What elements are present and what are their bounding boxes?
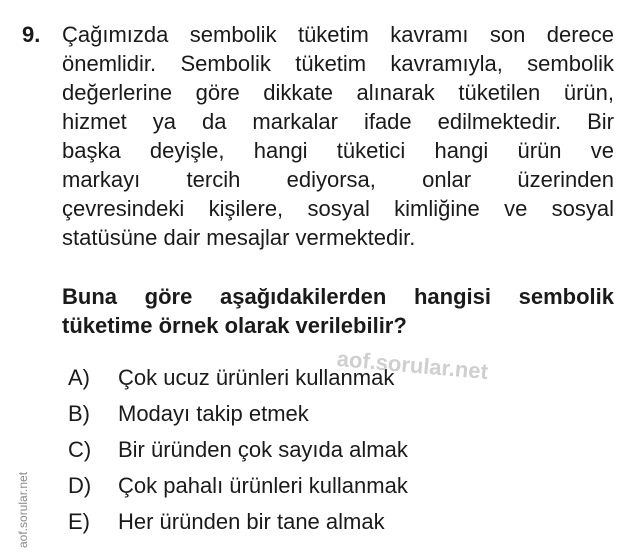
option-e[interactable]: [68, 504, 408, 540]
stem-line: başka deyişle, hangi tüketici hangi ürün ve: [62, 138, 614, 163]
option-letter: C): [68, 437, 92, 462]
option-letter: D): [68, 473, 92, 498]
answer-options: [68, 360, 408, 540]
option-text: Modayı takip etmek: [118, 401, 309, 426]
stem-line: önemlidir. Sembolik tüketim kavramıyla, sembolik: [62, 51, 614, 76]
stem-line: çevresindeki kişilere, sosyal kimliğine ve sosyal: [62, 196, 614, 221]
question-number: 9.: [22, 22, 41, 47]
option-a[interactable]: [68, 360, 408, 396]
option-text: Çok ucuz ürünleri kullanmak: [118, 365, 395, 390]
question-prompt: [62, 282, 614, 340]
option-text: Bir üründen çok sayıda almak: [118, 437, 408, 462]
stem-line: değerlerine göre dikkate alınarak tüketilen ürün,: [62, 80, 614, 105]
side-watermark: aof.sorular.net: [16, 471, 30, 548]
watermark: aof.sorular.net: [335, 346, 490, 385]
option-c[interactable]: [68, 432, 408, 468]
option-d[interactable]: [68, 468, 408, 504]
option-text: Çok pahalı ürünleri kullanmak: [118, 473, 408, 498]
option-letter: A): [68, 365, 90, 390]
option-letter: E): [68, 509, 90, 534]
option-b[interactable]: [68, 396, 408, 432]
prompt-line: Buna göre aşağıdakilerden hangisi sembolik: [62, 284, 614, 309]
prompt-line: tüketime örnek olarak verilebilir?: [62, 313, 407, 338]
option-letter: B): [68, 401, 90, 426]
stem-line: statüsüne dair mesajlar vermektedir.: [62, 225, 416, 250]
question-stem: [62, 20, 614, 252]
stem-line: markayı tercih ediyorsa, onlar üzerinden: [62, 167, 614, 192]
option-text: Her üründen bir tane almak: [118, 509, 385, 534]
stem-line: Çağımızda sembolik tüketim kavramı son derece: [62, 22, 614, 47]
stem-line: hizmet ya da markalar ifade edilmektedir. Bir: [62, 109, 614, 134]
